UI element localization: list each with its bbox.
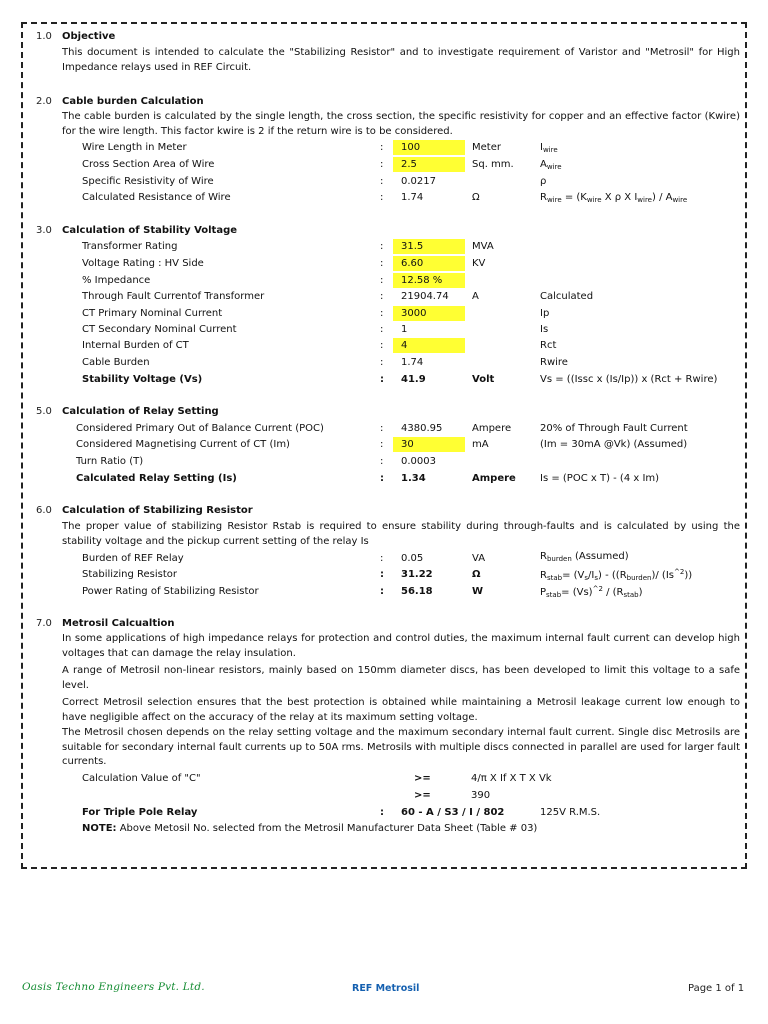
row-formula: 125V R.M.S.: [540, 807, 601, 818]
row-unit: MVA: [472, 241, 494, 252]
row-colon: :: [380, 374, 384, 385]
section-paragraph: The proper value of stabilizing Resistor Rstab is required to ensure stability during through-faults and is calculated by using the stability voltage and the pickup current setting of the relay Is: [62, 521, 740, 547]
calc-formula: 4/π X If X T X Vk: [471, 773, 552, 784]
row-unit: A: [472, 291, 479, 302]
row-formula: $A_{wire}$: [540, 159, 562, 171]
input-value-cell: 31.5: [393, 239, 465, 254]
section-paragraph: A range of Metrosil non-linear resistors, mainly based on 150mm diameter discs, has been developed to limit this voltage to a safe level.: [62, 665, 740, 691]
row-formula: Ip: [540, 308, 550, 319]
row-value: 1.74: [401, 357, 424, 368]
row-label: Calculated Resistance of Wire: [82, 192, 231, 203]
row-label: Cross Section Area of Wire: [82, 159, 215, 170]
row-unit: KV: [472, 258, 486, 269]
footer-company-name: Oasis Techno Engineers Pvt. Ltd.: [22, 981, 205, 993]
row-formula: 20% of Through Fault Current: [540, 423, 688, 434]
result-value: 31.22: [401, 569, 433, 580]
result-value: 1.34: [401, 473, 426, 484]
section-paragraph: In some applications of high impedance relays for protection and control duties, the maximum internal fault current can develop high voltages that can damage the relay insulation.: [62, 633, 740, 659]
section-number: 6.0: [36, 505, 52, 516]
row-formula: $I_{wire}$: [540, 142, 558, 154]
input-value-cell: 12.58 %: [393, 273, 465, 288]
row-label: % Impedance: [82, 275, 151, 286]
ge-operator: >=: [414, 790, 431, 801]
footer-document-title: REF Metrosil: [352, 983, 420, 994]
row-label: CT Secondary Nominal Current: [82, 324, 237, 335]
section-title: Calculation of Stabilizing Resistor: [62, 505, 253, 516]
row-unit: mA: [472, 439, 489, 450]
row-label: Wire Length in Meter: [82, 142, 187, 153]
row-colon: :: [380, 456, 384, 467]
section-number: 3.0: [36, 225, 52, 236]
row-label: Burden of REF Relay: [82, 553, 184, 564]
row-label: Internal Burden of CT: [82, 340, 189, 351]
row-formula: Calculated: [540, 291, 594, 302]
input-value-cell: 3000: [393, 306, 465, 321]
row-unit: Ω: [472, 569, 481, 580]
input-value-cell: 100: [393, 140, 465, 155]
row-colon: :: [380, 258, 384, 269]
input-value-cell: 2.5: [393, 157, 465, 172]
note: NOTE: Above Metosil No. selected from the Metrosil Manufacturer Data Sheet (Table # 03): [82, 823, 538, 834]
row-label: Stabilizing Resistor: [82, 569, 177, 580]
row-colon: :: [380, 340, 384, 351]
result-value: 41.9: [401, 374, 426, 385]
section-title: Cable burden Calculation: [62, 96, 204, 107]
row-colon: :: [380, 142, 384, 153]
input-value-cell: 6.60: [393, 256, 465, 271]
section-paragraph: The cable burden is calculated by the single length, the cross section, the specific resistivity for copper and an effective factor (Kwire) for the wire length. This factor kwire is 2 if the return wire is to be considered.: [62, 111, 740, 137]
row-formula: $R_{burden}$ (Assumed): [540, 551, 629, 563]
section-title: Calculation of Relay Setting: [62, 406, 219, 417]
row-value: 1: [401, 324, 408, 335]
row-label: Turn Ratio (T): [76, 456, 144, 467]
ge-operator: >=: [414, 773, 431, 784]
row-label: CT Primary Nominal Current: [82, 308, 223, 319]
calc-value: 390: [471, 790, 491, 801]
section-title: Calculation of Stability Voltage: [62, 225, 238, 236]
row-unit: Ω: [472, 192, 480, 203]
row-colon: :: [380, 357, 384, 368]
row-value: 0.0003: [401, 456, 436, 467]
section-paragraph: The Metrosil chosen depends on the relay setting voltage and the maximum secondary internal fault current. Single disc Metrosils are suitable for secondary internal fault currents up to 50A rms. Metrosils with multiple discs connected in parallel are used for larger fault currents.: [62, 727, 740, 767]
row-value: 4380.95: [401, 423, 443, 434]
row-colon: :: [380, 159, 384, 170]
section-number: 2.0: [36, 96, 52, 107]
row-label: Through Fault Currentof Transformer: [82, 291, 265, 302]
result-label: Calculated Relay Setting (Is): [76, 473, 237, 484]
row-formula: Vs = ((Issc x (Is/Ip)) x (Rct + Rwire): [540, 374, 718, 385]
input-value-cell: 4: [393, 338, 465, 353]
row-colon: :: [380, 275, 384, 286]
row-formula: Is = (POC x T) - (4 x Im): [540, 473, 660, 484]
row-formula: (Im = 30mA @Vk) (Assumed): [540, 439, 688, 450]
row-colon: :: [380, 423, 384, 434]
row-label: Power Rating of Stabilizing Resistor: [82, 586, 259, 597]
row-unit: Meter: [472, 142, 501, 153]
row-label: Voltage Rating : HV Side: [82, 258, 204, 269]
row-value: 1.74: [401, 192, 424, 203]
row-unit: Ampere: [472, 473, 516, 484]
section-number: 5.0: [36, 406, 52, 417]
row-colon: :: [380, 176, 384, 187]
row-colon: :: [380, 241, 384, 252]
row-label: Specific Resistivity of Wire: [82, 176, 214, 187]
row-value: 21904.74: [401, 291, 449, 302]
row-unit: W: [472, 586, 484, 597]
row-colon: :: [380, 291, 384, 302]
section-number: 7.0: [36, 618, 52, 629]
row-formula: $R_{stab}= (V_s/I_s) - ((R_{burden})/$ $(Is^{\^{}2})$): [540, 568, 693, 582]
section-title: Metrosil Calcualtion: [62, 618, 175, 629]
row-colon: :: [380, 308, 384, 319]
row-formula: ρ: [540, 176, 547, 187]
result-label: Stability Voltage (Vs): [82, 374, 203, 385]
section-paragraph: Correct Metrosil selection ensures that the best protection is obtained while maintaining a Metrosil leakage current low enough to have negligible affect on the accuracy of the relay at its maximum setting voltage.: [62, 697, 740, 723]
row-colon: :: [380, 439, 384, 450]
calc-label: Calculation Value of "C": [82, 773, 201, 784]
row-colon: :: [380, 807, 384, 818]
row-formula: $R_{wire} = (K_{wire}$ X ρ X $I_{wire}) / A_{wire}$: [540, 192, 688, 204]
row-formula: Is: [540, 324, 549, 335]
section-paragraph: This document is intended to calculate the "Stabilizing Resistor" and to investigate requirement of Varistor and "Metrosil" for High Impedance relays used in REF Circuit.: [62, 47, 740, 73]
row-value: 0.05: [401, 553, 424, 564]
row-colon: :: [380, 473, 384, 484]
row-label: Transformer Rating: [82, 241, 178, 252]
section-title: Objective: [62, 31, 116, 42]
row-colon: :: [380, 586, 384, 597]
input-value-cell: 30: [393, 437, 465, 452]
row-colon: :: [380, 192, 384, 203]
row-colon: :: [380, 324, 384, 335]
row-formula: $P_{stab}= (Vs)^{\^{}2} / (R_{stab})$: [540, 585, 643, 599]
row-label: Considered Primary Out of Balance Current (POC): [76, 423, 324, 434]
row-unit: Volt: [472, 374, 495, 385]
row-value: 0.0217: [401, 176, 436, 187]
row-formula: Rwire: [540, 357, 568, 368]
result-value: 56.18: [401, 586, 433, 597]
row-unit: VA: [472, 553, 486, 564]
result-value: 60 - A / S3 / I / 802: [401, 807, 505, 818]
row-unit: Sq. mm.: [472, 159, 514, 170]
row-colon: :: [380, 569, 384, 580]
row-label: Cable Burden: [82, 357, 150, 368]
section-number: 1.0: [36, 31, 52, 42]
result-label: For Triple Pole Relay: [82, 807, 198, 818]
row-unit: Ampere: [472, 423, 512, 434]
footer-page-number: Page 1 of 1: [688, 983, 745, 994]
row-colon: :: [380, 553, 384, 564]
row-formula: Rct: [540, 340, 557, 351]
row-label: Considered Magnetising Current of CT (Im): [76, 439, 290, 450]
